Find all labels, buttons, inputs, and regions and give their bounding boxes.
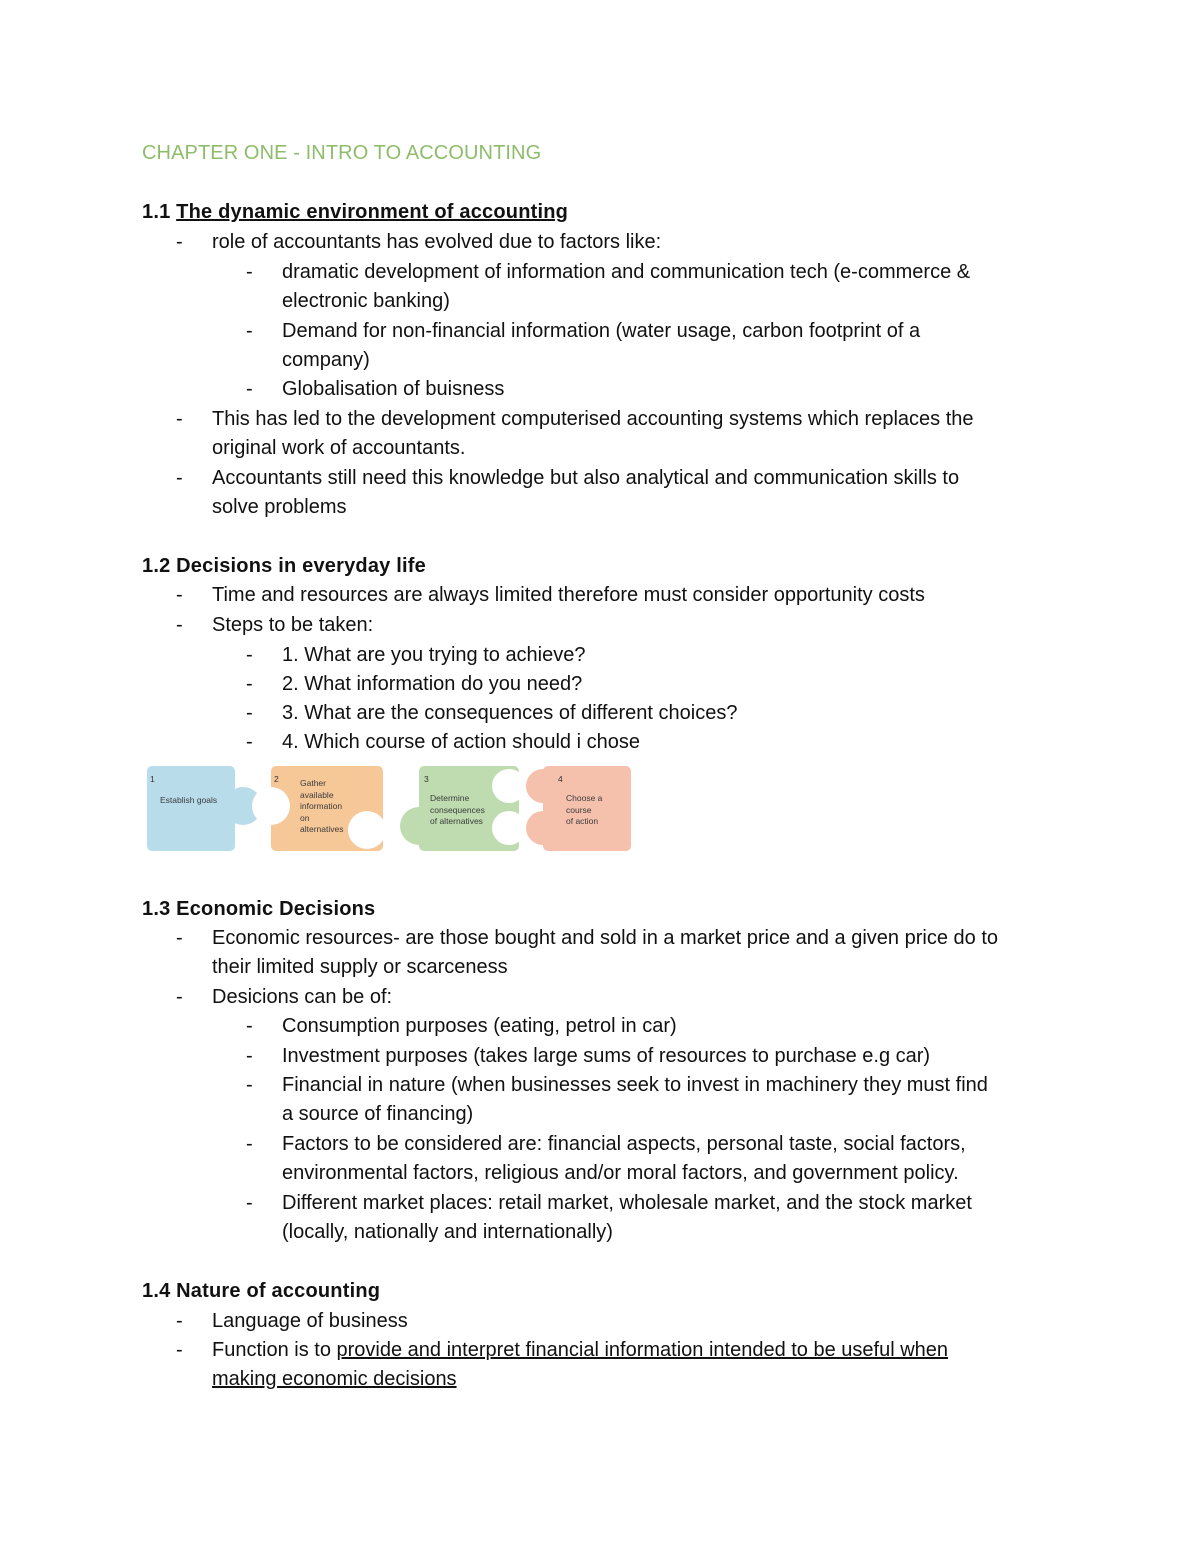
puzzle-step-label: Establish goals [160,795,218,805]
step-item: 2. What information do you need? [282,673,583,695]
puzzle-step-number: 3 [424,774,429,784]
list-item-continued: environmental factors, religious and/or moral factors, and government policy. [282,1162,959,1184]
list-item: Time and resources are always limited therefore must consider opportunity costs [212,584,925,606]
bullet-dash: - [176,584,183,606]
bullet-dash: - [246,702,253,724]
bullet-dash: - [246,378,253,400]
bullet-dash: - [176,408,183,430]
bullet-dash: - [176,927,183,949]
bullet-dash: - [246,261,253,283]
bullet-dash: - [176,231,183,253]
section-title: The dynamic environment of accounting [176,201,569,223]
list-item: Globalisation of buisness [282,378,505,400]
list-item: Accountants still need this knowledge but also analytical and communication skills to [212,467,960,489]
step-item: 4. Which course of action should i chose [282,731,640,753]
list-item: Factors to be considered are: financial aspects, personal taste, social factors, [282,1133,966,1155]
section-heading-1-3: 1.3 Economic Decisions [142,898,376,920]
bullet-dash: - [246,1192,253,1214]
puzzle-step-number: 4 [558,774,563,784]
list-item-continued: original work of accountants. [212,437,466,459]
bullet-dash: - [246,1133,253,1155]
puzzle-piece-1 [147,766,262,851]
list-item-continued: their limited supply or scarceness [212,956,508,978]
bullet-dash: - [246,673,253,695]
bullet-dash: - [246,320,253,342]
puzzle-step-label: Determine consequences of alternatives [430,793,485,826]
step-item: 3. What are the consequences of different choices? [282,702,738,724]
section-heading-1-1 [142,201,568,224]
chapter-title: CHAPTER ONE - INTRO TO ACCOUNTING [142,142,542,164]
list-item: Different market places: retail market, wholesale market, and the stock market [282,1192,972,1214]
list-item: Investment purposes (takes large sums of resources to purchase e.g car) [282,1045,931,1067]
section-number: 1.1 [142,201,171,223]
bullet-dash: - [176,614,183,636]
section-heading-1-2: 1.2 Decisions in everyday life [142,555,426,577]
bullet-dash: - [176,1339,183,1361]
list-item-continued: a source of financing) [282,1103,474,1125]
list-item: Economic resources- are those bought and sold in a market price and a given price do to [212,927,998,949]
list-item: Language of business [212,1310,408,1332]
puzzle-step-number: 2 [274,774,279,784]
bullet-dash: - [246,1074,253,1096]
puzzle-step-label: Gather available information on alternatives [300,778,344,834]
list-item-continued: (locally, nationally and internationally) [282,1221,613,1243]
list-item: Desicions can be of: [212,986,393,1008]
bullet-dash: - [176,986,183,1008]
list-item: Demand for non-financial information (water usage, carbon footprint of a [282,320,921,342]
bullet-dash: - [246,1045,253,1067]
underlined-definition: provide and interpret financial information intended to be useful when [336,1339,949,1361]
bullet-dash: - [246,1015,253,1037]
section-heading-1-4: 1.4 Nature of accounting [142,1280,381,1302]
decision-steps-puzzle-diagram [145,764,635,856]
bullet-dash: - [176,1310,183,1332]
list-item: dramatic development of information and communication tech (e-commerce & [282,261,971,283]
list-item: Steps to be taken: [212,614,374,636]
list-item-continued: company) [282,349,370,371]
puzzle-step-label: Choose a course of action [566,793,603,826]
underlined-definition-continued: making economic decisions [212,1368,457,1390]
list-item-continued: electronic banking) [282,290,450,312]
list-item: role of accountants has evolved due to factors like: [212,231,662,253]
bullet-dash: - [246,731,253,753]
step-item: 1. What are you trying to achieve? [282,644,586,666]
list-item: Financial in nature (when businesses seek to invest in machinery they must find [282,1074,988,1096]
bullet-dash: - [176,467,183,489]
list-item-prefix: Function is to [212,1339,337,1361]
list-item [212,1336,948,1366]
list-item: Consumption purposes (eating, petrol in car) [282,1015,677,1037]
bullet-dash: - [246,644,253,666]
puzzle-step-number: 1 [150,774,155,784]
list-item-continued: solve problems [212,496,347,518]
list-item: This has led to the development computerised accounting systems which replaces the [212,408,974,430]
